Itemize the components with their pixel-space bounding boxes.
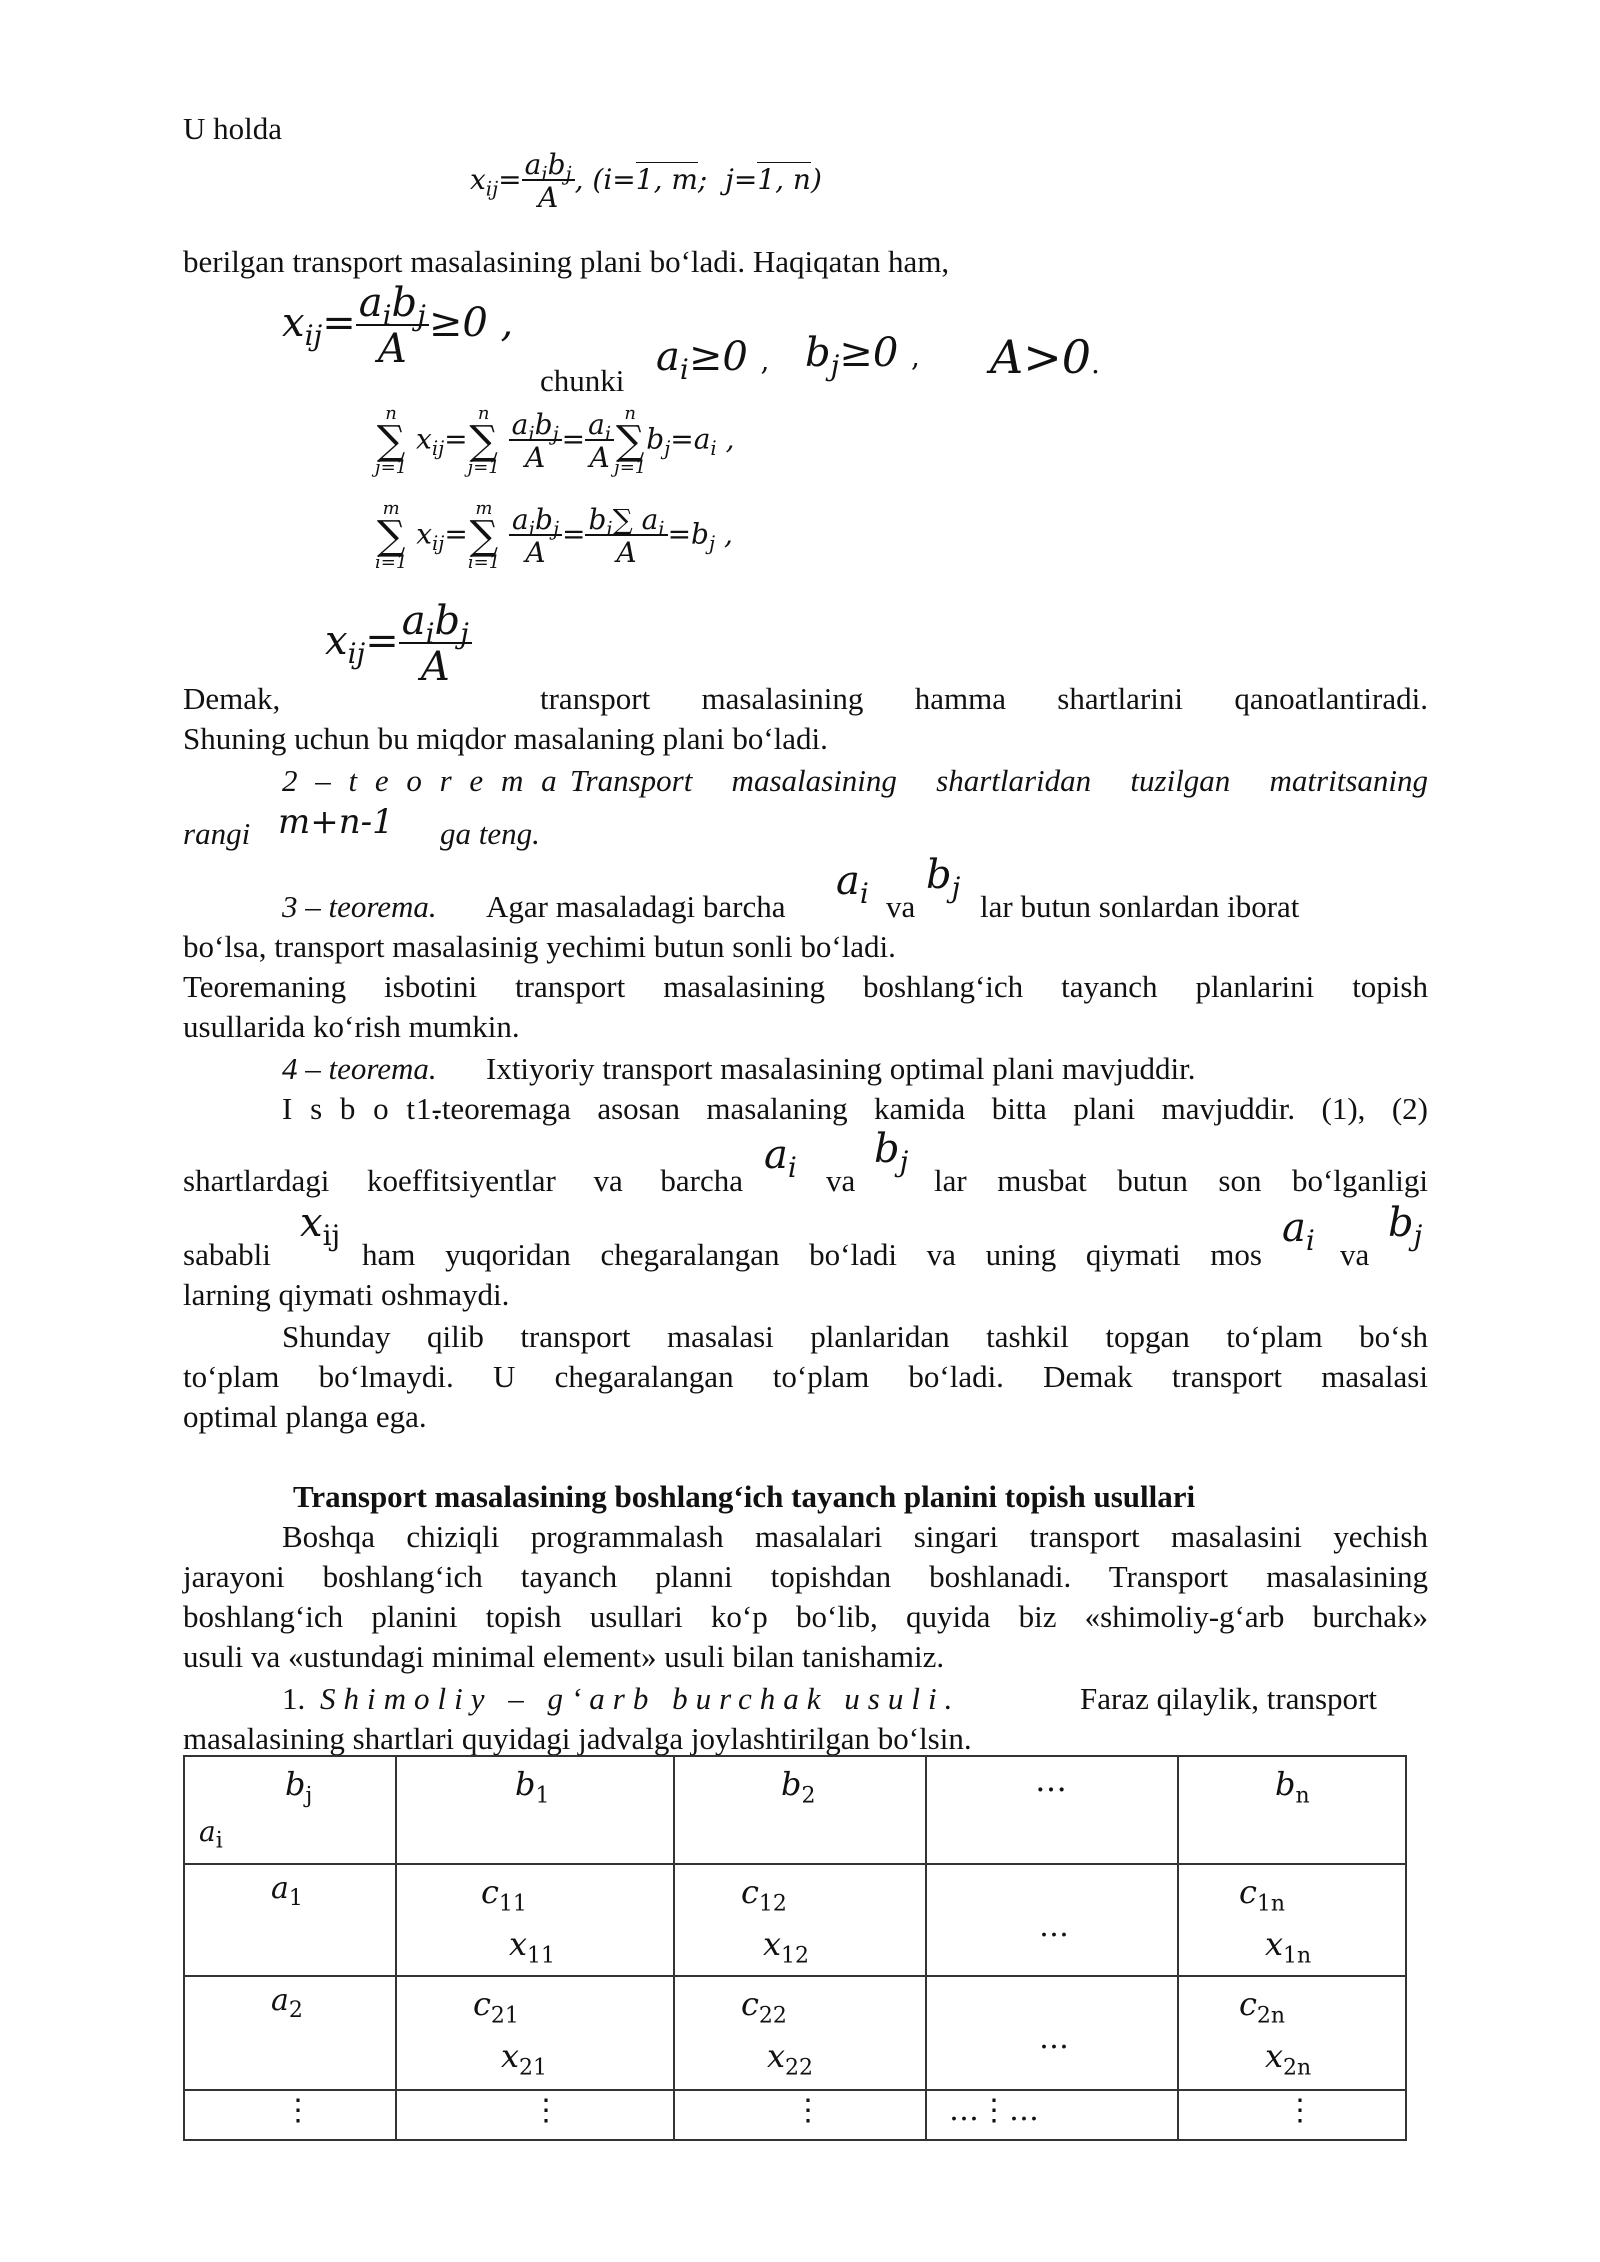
theorem-2-label: 2 – t e o r e m a . bbox=[282, 763, 588, 798]
corner-bj: $b_j$ bbox=[285, 1765, 313, 1809]
formula-nonnegative: $x_{ij}=$ $\frac{a_ib_j}{A}$ ≥0 , bbox=[282, 280, 514, 372]
method-1-number: 1. bbox=[282, 1681, 306, 1716]
theorem-4-label: 4 – teorema. bbox=[282, 1051, 437, 1086]
isbot-line3b: ham yuqoridan chegaralangan bo‘ladi va uning qiymati mos bbox=[362, 1237, 1262, 1272]
theorem-2-rangi: rangi bbox=[183, 816, 251, 851]
text-toplam: to‘plam bo‘lmaydi. U chegaralangan to‘plam bo‘ladi. Demak transport masalasi bbox=[183, 1359, 1428, 1394]
text-chunki: chunki bbox=[540, 363, 625, 398]
isbot-line2a: shartlardagi koeffitsiyentlar va barcha bbox=[183, 1163, 743, 1198]
text-boshlangich: boshlang‘ich planini topish usullari ko‘p bo‘lib, quyida biz «shimoliy-g‘arb burchak» bbox=[183, 1599, 1428, 1634]
text-usuli: usuli va «ustundagi minimal element» usuli bilan tanishamiz. bbox=[183, 1639, 945, 1674]
table-row-ellipsis: ⋮ ⋮ ⋮ …⋮… ⋮ bbox=[184, 2090, 1406, 2140]
theorem-3-line2: bo‘lsa, transport masalasinig yechimi butun sonli bo‘ladi. bbox=[183, 929, 896, 964]
isbot-sababli: sababli bbox=[183, 1237, 271, 1272]
isbot-text: 1-teoremaga asosan masalaning kamida bitta plani mavjuddir. (1), (2) bbox=[416, 1091, 1428, 1126]
theorem-3-label: 3 – teorema. bbox=[282, 889, 437, 924]
formula-A-positive: A>0. bbox=[990, 330, 1100, 384]
cell-22: $c_{22}$ $x_{22}$ bbox=[674, 1976, 926, 2090]
cell-1-dots: … bbox=[926, 1864, 1178, 1976]
formula-xij-demak: $x_{ij}=$ $\frac{a_ib_j}{A}$ bbox=[325, 600, 472, 688]
header-cell-b2: $b_2$ bbox=[674, 1756, 926, 1864]
text-u-holda: U holda bbox=[183, 111, 283, 146]
isbot-line4: larning qiymati oshmaydi. bbox=[183, 1277, 510, 1312]
isbot-ai-2: $a_i$ bbox=[1282, 1205, 1315, 1257]
header-cell-dots: … bbox=[926, 1756, 1178, 1864]
formula-sum-j: n ∑ j=1 $x_{ij}=$ n ∑ j=1 $\frac{a_ib_j}{A}$ = $\frac{a_i}{A}$ n ∑ j=1 $b_j=a_i$ , bbox=[375, 403, 735, 478]
theorem-2-end: ga teng. bbox=[440, 816, 540, 851]
text-berilgan: berilgan transport masalasining plani bo‘ladi. Haqiqatan ham, bbox=[183, 244, 950, 279]
formula-ai-nonneg: $a_i\ge 0$ , bbox=[656, 334, 770, 386]
isbot-xij: $x_{ij}$ bbox=[300, 1200, 341, 1252]
cell-2n: $c_{2n}$ $x_{2n}$ bbox=[1178, 1976, 1406, 2090]
cell-11: $c_{11}$ $x_{11}$ bbox=[396, 1864, 674, 1976]
corner-ai: $a_i$ bbox=[199, 1815, 223, 1854]
table-row bbox=[184, 1864, 1406, 1976]
theorem-2-expr: m+n-1 bbox=[278, 802, 394, 842]
theorem-3-bj: $b_j$ bbox=[926, 852, 961, 904]
cell-21: $c_{21}$ $x_{21}$ bbox=[396, 1976, 674, 2090]
text-demak-rest: transport masalasining hamma shartlarini qanoatlantiradi. bbox=[540, 681, 1428, 716]
cell-2-dots: … bbox=[926, 1976, 1178, 2090]
isbot-bj: $b_j$ bbox=[874, 1126, 909, 1178]
theorem-3-text1: Agar masaladagi barcha bbox=[486, 889, 786, 924]
formula-xij-definition: $x_{ij}=$ $\frac{a_ib_j}{A}$ , (i=1, m; j=1, n) bbox=[470, 148, 822, 215]
method-1-line2: masalasining shartlari quyidagi jadvalga joylashtirilgan bo‘lsin. bbox=[183, 1721, 972, 1756]
row-a1: $a_1$ bbox=[184, 1864, 396, 1976]
formula-bj-nonneg: $b_j\ge 0$ , bbox=[805, 330, 920, 382]
text-usullarida: usullarida ko‘rish mumkin. bbox=[183, 1009, 520, 1044]
table-row bbox=[184, 1976, 1406, 2090]
text-shuning: Shuning uchun bu miqdor masalaning plani bo‘ladi. bbox=[183, 721, 828, 756]
row-a2: $a_2$ bbox=[184, 1976, 396, 2090]
isbot-va1: va bbox=[826, 1163, 856, 1198]
theorem-4-text: Ixtiyoriy transport masalasining optimal plani mavjuddir. bbox=[486, 1051, 1196, 1086]
table-corner-cell bbox=[184, 1756, 396, 1864]
text-shunday: Shunday qilib transport masalasi planlaridan tashkil topgan to‘plam bo‘sh bbox=[282, 1319, 1428, 1354]
transport-table bbox=[183, 1755, 1407, 2141]
theorem-3-ai: $a_i$ bbox=[836, 858, 869, 910]
isbot-line2c: lar musbat butun son bo‘lganligi bbox=[934, 1163, 1428, 1198]
method-1-text: Faraz qilaylik, transport bbox=[1080, 1681, 1377, 1716]
text-optimal: optimal planga ega. bbox=[183, 1399, 427, 1434]
isbot-ai: $a_i$ bbox=[764, 1132, 797, 1184]
formula-sum-i: m ∑ i=1 $x_{ij}=$ m ∑ i=1 $\frac{a_ib_j}{A}$ = $\frac{b_i\sum a_i}{A}$ $=b_j$ , bbox=[375, 498, 733, 573]
header-cell-b1: $b_1$ bbox=[396, 1756, 674, 1864]
cell-1n: $c_{1n}$ $x_{1n}$ bbox=[1178, 1864, 1406, 1976]
isbot-va2: va bbox=[1340, 1237, 1370, 1272]
method-1-label: Shimoliy – g‘arb burchak usuli. bbox=[320, 1681, 961, 1716]
theorem-3-va: va bbox=[886, 889, 916, 924]
section-heading: Transport masalasining boshlang‘ich tayanch planini topish usullari bbox=[293, 1479, 1196, 1514]
cell-12: $c_{12}$ $x_{12}$ bbox=[674, 1864, 926, 1976]
text-jarayoni: jarayoni boshlang‘ich tayanch planni topishdan boshlanadi. Transport masalasining bbox=[183, 1559, 1428, 1594]
theorem-3-text2: lar butun sonlardan iborat bbox=[980, 889, 1300, 924]
text-boshqa: Boshqa chiziqli programmalash masalalari singari transport masalasini yechish bbox=[282, 1519, 1428, 1554]
text-demak: Demak, bbox=[183, 681, 281, 716]
theorem-2-text: Transport masalasining shartlaridan tuzilgan matritsaning bbox=[570, 763, 1428, 798]
table-header-row bbox=[184, 1756, 1406, 1864]
isbot-label: I s b o t . bbox=[282, 1091, 446, 1126]
isbot-bj-2: $b_j$ bbox=[1388, 1200, 1423, 1252]
text-teoremaning: Teoremaning isbotini transport masalasining boshlang‘ich tayanch planlarini topish bbox=[183, 969, 1428, 1004]
header-cell-bn: $b_n$ bbox=[1178, 1756, 1406, 1864]
